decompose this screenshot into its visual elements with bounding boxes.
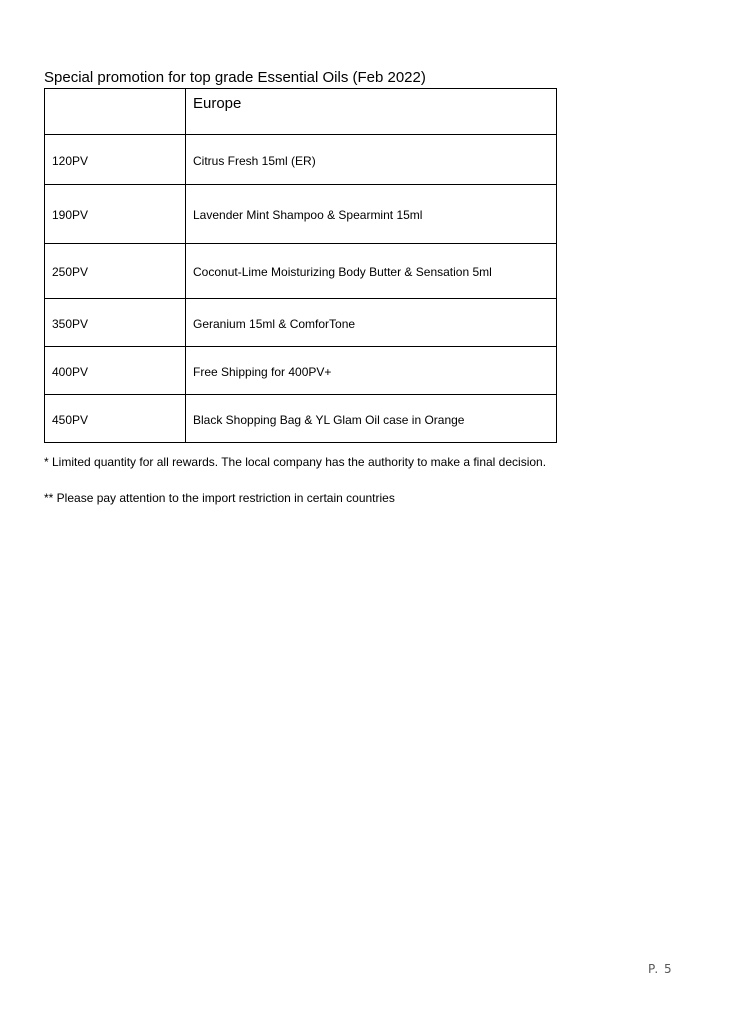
reward-cell: Citrus Fresh 15ml (ER) xyxy=(186,135,557,185)
promotion-table xyxy=(44,88,557,443)
reward-cell: Lavender Mint Shampoo & Spearmint 15ml xyxy=(186,185,557,244)
pv-cell: 120PV xyxy=(45,135,186,185)
reward-cell: Black Shopping Bag & YL Glam Oil case in Orange xyxy=(186,395,557,443)
reward-cell: Geranium 15ml & ComforTone xyxy=(186,299,557,347)
reward-cell: Free Shipping for 400PV+ xyxy=(186,347,557,395)
page-number: P. 5 xyxy=(648,962,673,976)
pv-cell: 250PV xyxy=(45,244,186,299)
footnote-limited-quantity: * Limited quantity for all rewards. The local company has the authority to make a final decision. xyxy=(44,455,547,469)
reward-cell: Coconut-Lime Moisturizing Body Butter & Sensation 5ml xyxy=(186,244,557,299)
header-cell-region: Europe xyxy=(186,89,557,135)
header-cell-empty xyxy=(45,89,186,135)
table-header-row xyxy=(45,89,557,135)
table-row xyxy=(45,395,557,443)
table-row xyxy=(45,135,557,185)
pv-cell: 400PV xyxy=(45,347,186,395)
pv-cell: 350PV xyxy=(45,299,186,347)
table-row xyxy=(45,244,557,299)
table-row xyxy=(45,299,557,347)
pv-cell: 450PV xyxy=(45,395,186,443)
table-row xyxy=(45,185,557,244)
pv-cell: 190PV xyxy=(45,185,186,244)
footnote-import-restriction: ** Please pay attention to the import restriction in certain countries xyxy=(44,491,395,505)
table-row xyxy=(45,347,557,395)
document-title: Special promotion for top grade Essential Oils (Feb 2022) xyxy=(44,69,426,86)
